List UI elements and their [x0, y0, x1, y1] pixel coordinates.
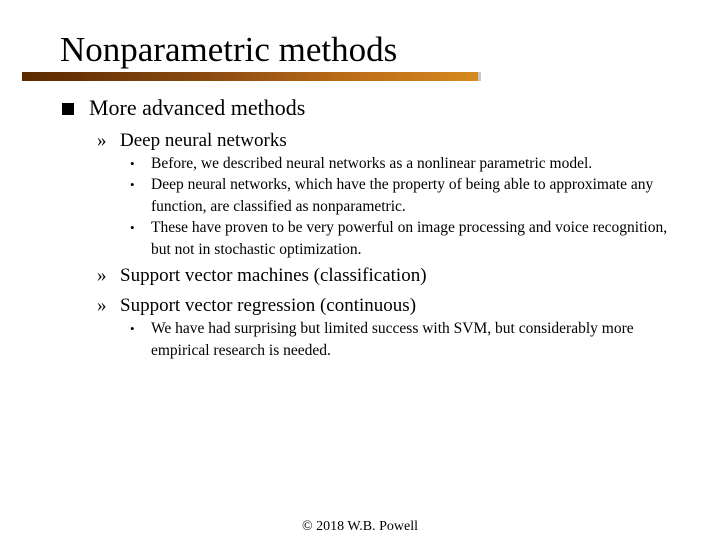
detail-bullet-text: These have proven to be very powerful on image processing and voice recognition, but not in stochastic optimization. [151, 219, 668, 258]
detail-bullet-marker: • [130, 177, 135, 192]
title-underline-bar [22, 72, 480, 81]
detail-bullet-marker: • [130, 220, 135, 235]
detail-bullet [130, 153, 690, 175]
sub-bullet-marker: » [97, 295, 107, 316]
detail-bullet-text: We have had surprising but limited success with SVM, but considerably more empirical research is needed. [151, 320, 634, 359]
bullet-level1-text: More advanced methods [89, 95, 306, 120]
detail-bullet [130, 174, 690, 217]
slide-title: Nonparametric methods [60, 30, 398, 69]
sub-bullet-text: Support vector machines (classification) [120, 265, 427, 286]
copyright-footer: © 2018 W.B. Powell [301, 519, 419, 534]
square-bullet-icon [62, 103, 74, 115]
sub-bullet-text: Support vector regression (continuous) [120, 295, 417, 316]
title-underline-end [478, 72, 481, 81]
detail-bullet-marker: • [130, 321, 135, 336]
sub-bullet-marker: » [97, 265, 107, 286]
detail-bullet [130, 217, 690, 260]
detail-bullet-text: Deep neural networks, which have the property of being able to approximate any function, are classified as nonparametric. [151, 176, 654, 215]
detail-bullet [130, 318, 690, 361]
detail-bullet-text: Before, we described neural networks as a nonlinear parametric model. [151, 155, 593, 172]
sub-bullet-marker: » [97, 130, 107, 151]
detail-bullet-marker: • [130, 156, 135, 171]
sub-bullet-text: Deep neural networks [120, 130, 287, 151]
